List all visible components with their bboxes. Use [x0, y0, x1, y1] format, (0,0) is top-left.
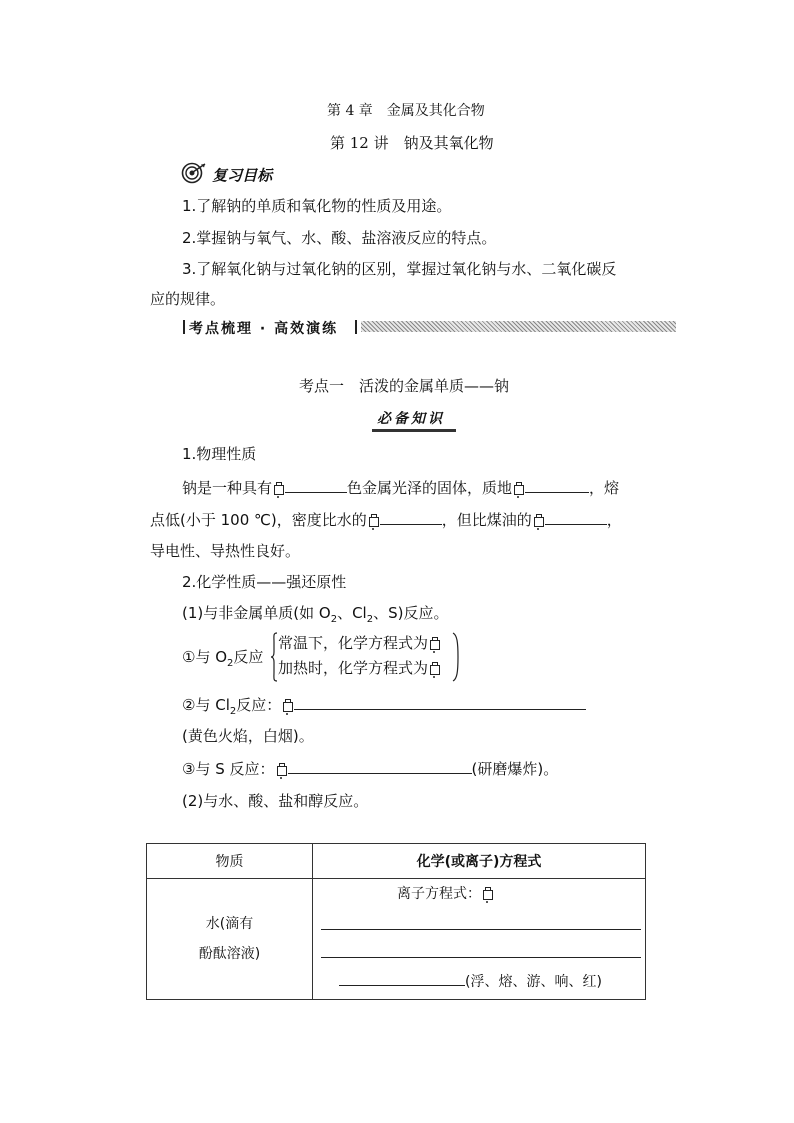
o2-normal-line: [278, 632, 441, 653]
knowledge-heading-text: 必备知识: [377, 411, 445, 427]
text-segment: 、S)反应。: [373, 604, 449, 622]
text-segment: 反应: [233, 648, 264, 666]
o2-heat-line: [278, 657, 441, 678]
topic-title: 考点一 活泼的金属单质——钠: [299, 377, 510, 395]
answer-blank-density-kerosene[interactable]: [545, 508, 607, 525]
text-segment: (研磨爆炸)。: [471, 760, 559, 778]
text-segment: ①与 O: [182, 648, 228, 666]
text-segment: 点低(小于 100 ℃)，密度比水的: [150, 511, 367, 529]
goal-item-3-cont: 应的规律。: [150, 290, 226, 308]
subscript: 2: [366, 614, 374, 625]
banner-left-bar: [183, 320, 185, 334]
text-segment: ③与 S 反应：: [182, 760, 275, 778]
text-segment: 反应：: [236, 696, 282, 714]
water-acid-salt-line: (2)与水、酸、盐和醇反应。: [182, 792, 369, 810]
banner-title: 考点梳理 · 高效演练: [189, 321, 339, 337]
text-segment: ，熔: [589, 479, 620, 497]
section-banner: [183, 318, 676, 336]
table-cell-equation: [313, 879, 646, 1000]
text-segment: 钠是一种具有: [182, 479, 273, 497]
ionic-equation-label-line: [397, 883, 494, 903]
answer-blank-water[interactable]: [339, 969, 465, 986]
blank-marker-icon[interactable]: [429, 637, 440, 650]
table-row: [147, 879, 646, 1000]
target-icon: [181, 162, 207, 188]
review-goals-heading: [181, 162, 272, 184]
substance-line-1: 水(滴有: [205, 916, 254, 932]
answer-line-2[interactable]: [321, 957, 641, 958]
subscript: 2: [227, 658, 234, 669]
physical-line-3: 导电性、导热性良好。: [150, 542, 301, 560]
blank-marker-icon: [368, 514, 379, 527]
text-segment: (浮、熔、游、响、红): [465, 974, 602, 990]
text-segment: 加热时，化学方程式为: [278, 659, 429, 677]
s-reaction-line: [182, 757, 558, 779]
lecture-title: 第 12 讲 钠及其氧化物: [330, 134, 494, 152]
goal-item-3: 3.了解氧化钠与过氧化钠的区别，掌握过氧化钠与水、二氧化碳反: [182, 260, 617, 278]
text-segment: 离子方程式：: [397, 886, 481, 902]
o2-reaction-label: [182, 646, 263, 669]
answer-blank-cl2[interactable]: [294, 693, 586, 710]
substance-line-2: 酚酞溶液): [198, 946, 261, 962]
knowledge-underline: [372, 429, 456, 432]
answer-blank-density-water[interactable]: [380, 508, 442, 525]
table-header-equation: 化学(或离子)方程式: [313, 844, 646, 879]
nonmetal-reaction-line: [182, 602, 448, 625]
table-header-substance: 物质: [147, 844, 313, 879]
physical-line-1: [182, 476, 619, 498]
physical-line-2: [150, 508, 622, 530]
goal-item-2: 2.掌握钠与氧气、水、酸、盐溶液反应的特点。: [182, 229, 497, 247]
answer-line-1[interactable]: [321, 929, 641, 930]
left-brace-icon: [270, 632, 278, 682]
text-segment: ，: [606, 511, 622, 529]
blank-marker-icon: [276, 763, 287, 776]
blank-marker-icon[interactable]: [429, 662, 440, 675]
subscript: 2: [229, 706, 237, 717]
blank-marker-icon[interactable]: [482, 887, 493, 900]
chapter-title: 第 4 章 金属及其化合物: [327, 103, 485, 119]
reaction-table: [146, 843, 646, 1000]
answer-blank-s[interactable]: [288, 757, 472, 774]
text-segment: (1)与非金属单质(如 O: [182, 604, 331, 622]
blank-marker-icon: [533, 514, 544, 527]
table-header-row: [147, 844, 646, 879]
right-brace-icon: [452, 632, 460, 682]
chemical-heading: 2.化学性质——强还原性: [182, 573, 347, 591]
blank-marker-icon: [273, 482, 284, 495]
text-segment: ，但比煤油的: [441, 511, 532, 529]
text-segment: ②与 Cl: [182, 696, 230, 714]
text-segment: 色金属光泽的固体，质地: [347, 479, 513, 497]
banner-pattern: [361, 321, 676, 332]
knowledge-heading: [372, 406, 456, 432]
blank-marker-icon: [513, 482, 524, 495]
text-segment: 、Cl: [337, 604, 367, 622]
table-cell-substance: [147, 879, 313, 1000]
blank-marker-icon: [282, 699, 293, 712]
cl2-reaction-line: [182, 693, 586, 717]
banner-right-bar: [355, 320, 357, 334]
subscript: 2: [330, 614, 338, 625]
goal-item-1: 1.了解钠的单质和氧化物的性质及用途。: [182, 197, 452, 215]
cl2-note: (黄色火焰，白烟)。: [182, 727, 314, 745]
answer-blank-texture[interactable]: [525, 476, 589, 493]
review-goals-title: 复习目标: [212, 166, 273, 185]
answer-blank-color[interactable]: [285, 476, 347, 493]
answer-line-3-row: [339, 969, 602, 991]
physical-heading: 1.物理性质: [182, 445, 257, 463]
text-segment: 常温下，化学方程式为: [278, 634, 429, 652]
